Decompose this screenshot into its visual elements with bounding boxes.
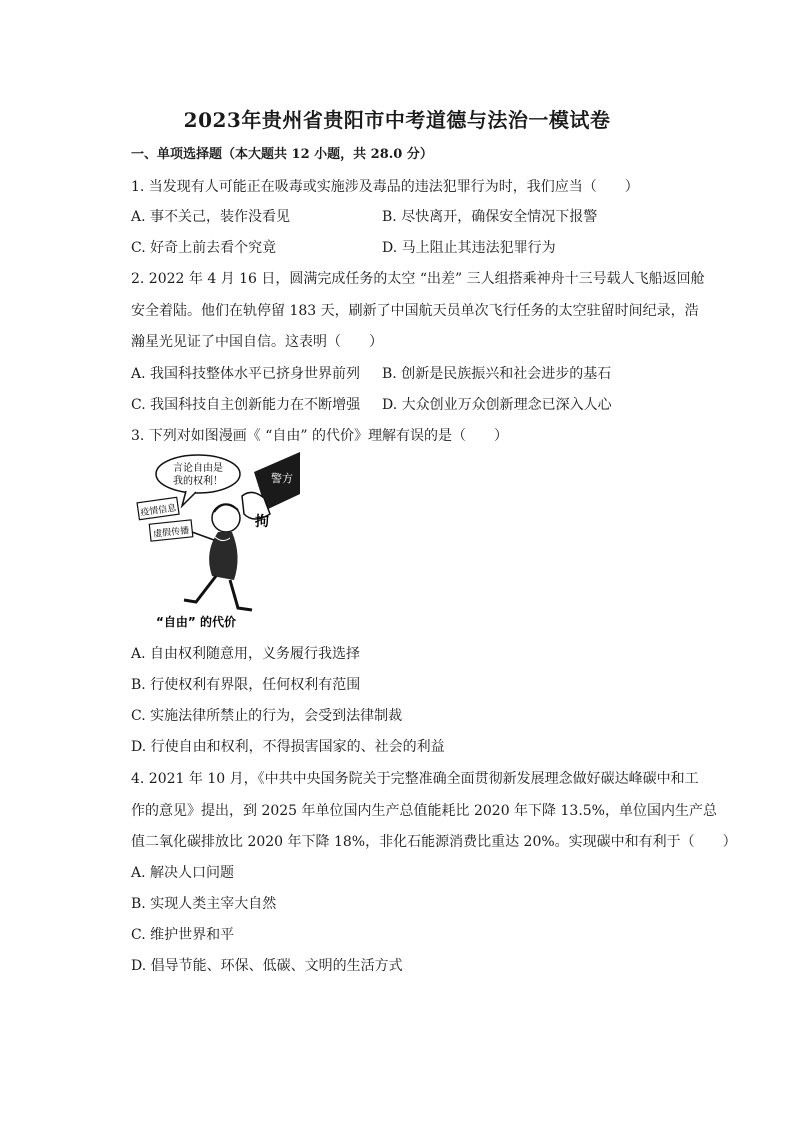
question-1-option-c: C. 好奇上前去看个究竟 — [131, 240, 277, 256]
question-2-stem-line-1: 2. 2022 年 4 月 16 日，圆满完成任务的太空 “出差” 三人组搭乘神舟十三号载人飞船返回舱 — [131, 271, 705, 287]
cartoon-sign-2: 虚假传播 — [152, 526, 190, 540]
question-2-option-c: C. 我国科技自主创新能力在不断增强 — [131, 397, 361, 413]
question-4-stem-line-3: 值二氧化碳排放比 2020 年下降 18%，非化石能源消费比重达 20%。实现碳中和有利于（ ） — [131, 834, 737, 850]
question-3-option-d: D. 行使自由和权利，不得损害国家的、社会的利益 — [131, 739, 445, 755]
cartoon-speech-line-2: 我的权利！ — [173, 476, 223, 487]
section-heading: 一、单项选择题（本大题共 12 小题，共 28.0 分） — [131, 147, 433, 162]
cartoon-image — [134, 452, 300, 632]
question-4-option-b: B. 实现人类主宰大自然 — [131, 896, 277, 912]
cartoon-sign-1: 疫情信息 — [139, 503, 177, 519]
question-1-option-b: B. 尽快离开，确保安全情况下报警 — [382, 209, 598, 225]
question-2-option-b: B. 创新是民族振兴和社会进步的基石 — [382, 366, 612, 382]
question-1-option-a: A. 事不关己，装作没看见 — [131, 209, 291, 225]
question-3-stem: 3. 下列对如图漫画《 “自由” 的代价》理解有误的是（ ） — [131, 428, 509, 444]
question-1-stem: 1. 当发现有人可能正在吸毒或实施涉及毒品的违法犯罪行为时，我们应当（ ） — [131, 179, 639, 195]
cartoon-police-label: 警方 — [271, 472, 293, 485]
question-1-option-d: D. 马上阻止其违法犯罪行为 — [382, 240, 556, 256]
cartoon-caption: “自由” 的代价 — [156, 615, 236, 629]
question-2-option-d: D. 大众创业万众创新理念已深入人心 — [382, 397, 612, 413]
question-3-option-c: C. 实施法律所禁止的行为，会受到法律制裁 — [131, 708, 403, 724]
cartoon-speech-line-1: 言论自由是 — [173, 463, 223, 474]
cartoon-arrest-label: 拘 — [255, 514, 269, 530]
page-title: 2023年贵州省贵阳市中考道德与法治一模试卷 — [183, 108, 611, 132]
question-3-option-b: B. 行使权利有界限，任何权利有范围 — [131, 677, 361, 693]
question-2-stem-line-2: 安全着陆。他们在轨停留 183 天，刷新了中国航天员单次飞行任务的太空驻留时间纪录，浩 — [131, 303, 699, 319]
question-4-stem-line-2: 作的意见》提出，到 2025 年单位国内生产总值能耗比 2020 年下降 13.5%，单位国内生产总 — [131, 803, 717, 819]
question-3-option-a: A. 自由权利随意用，义务履行我选择 — [131, 646, 361, 662]
question-4-option-a: A. 解决人口问题 — [131, 865, 235, 881]
question-4-option-c: C. 维护世界和平 — [131, 927, 235, 943]
question-4-option-d: D. 倡导节能、环保、低碳、文明的生活方式 — [131, 958, 403, 974]
question-2-option-a: A. 我国科技整体水平已挤身世界前列 — [131, 366, 361, 382]
question-4-stem-line-1: 4. 2021 年 10 月，《中共中央国务院关于完整准确全面贯彻新发展理念做好碳达峰碳中和工 — [131, 771, 699, 787]
question-2-stem-line-3: 瀚星光见证了中国自信。这表明（ ） — [131, 334, 383, 350]
